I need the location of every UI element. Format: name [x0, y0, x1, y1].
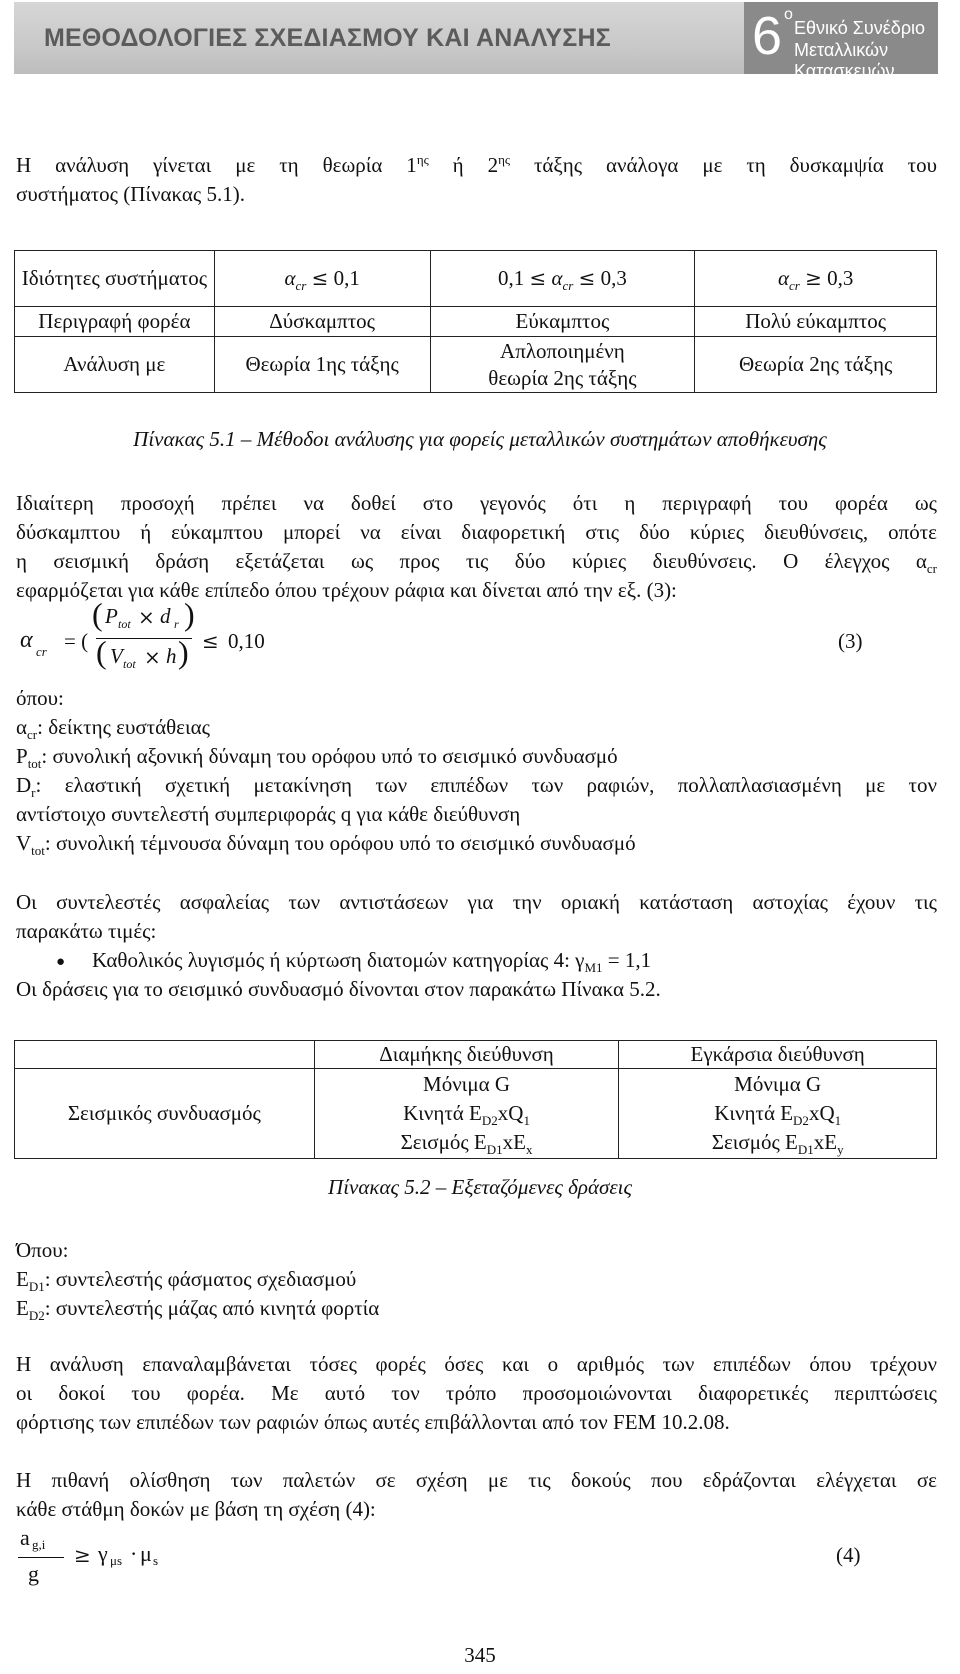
table1-row3-col1: Θεωρία 1ης τάξης	[214, 337, 430, 393]
intro-sup1: ης	[416, 152, 429, 167]
eq3-times: ×	[138, 605, 155, 629]
header-title: ΜΕΘΟΔΟΛΟΓΙΕΣ ΣΧΕΔΙΑΣΜΟΥ ΚΑΙ ΑΝΑΛΥΣΗΣ	[44, 24, 611, 52]
value: 0,3	[600, 266, 627, 290]
value: 0,1	[497, 266, 525, 290]
page-header	[14, 2, 938, 81]
table1-cond-stiff	[214, 251, 430, 307]
eq3-num-r: r	[174, 617, 179, 631]
table1-row-analysis	[15, 337, 937, 393]
t2c1l2s2: 1	[523, 1113, 530, 1129]
def1-sub: cr	[27, 727, 38, 743]
eq4-ge: ≥	[74, 1543, 91, 1567]
def4-sub: tot	[31, 843, 45, 859]
bullet-text-b: = 1,1	[602, 948, 652, 972]
logo-line1: Εθνικό Συνέδριο	[794, 18, 926, 38]
def3-sub: r	[31, 785, 36, 801]
t2c2l2s1: D2	[793, 1113, 809, 1129]
logo-superscript: ο	[784, 6, 793, 23]
eq4-mu-sub: s	[153, 1553, 159, 1568]
para5-line2: κάθε στάθμη δοκών με βάση τη σχέση (4):	[16, 1497, 376, 1521]
t2c2l2a: Κινητά E	[714, 1101, 794, 1125]
eq3-num-tot: tot	[118, 617, 131, 631]
eq3-alpha-sub: cr	[36, 644, 47, 659]
eq4-mu: μ	[140, 1541, 152, 1566]
def-e1-sym: E	[16, 1267, 29, 1291]
page-number: 345	[464, 1643, 496, 1667]
intro-text-c: τάξης ανάλογα με τη δυσκαμψία του	[510, 153, 937, 177]
def-p-tot	[16, 742, 937, 771]
table2-col2-line3	[623, 1128, 932, 1157]
alpha-sub: cr	[562, 278, 574, 294]
table1-row1-label: Ιδιότητες συστήματος	[15, 251, 215, 307]
eq4-number: (4)	[836, 1543, 861, 1567]
eq4-num-sub: g,i	[32, 1537, 46, 1552]
para2-line4: εφαρμόζεται για κάθε επίπεδο όπου τρέχουν ράφια και δίνεται από την εξ. (3):	[16, 578, 677, 602]
value: 0,1	[333, 266, 360, 290]
para4-line3: φόρτισης των επιπέδων των ραφιών όπως αυτές επιβάλλονται από τον FEM 10.2.08.	[16, 1410, 730, 1434]
t2c1l2s1: D2	[481, 1113, 498, 1129]
para2-line3-sub: cr	[926, 561, 937, 577]
def-e2-text: : συντελεστής μάζας από κινητά φορτία	[44, 1296, 380, 1320]
t2c1l2b: xQ	[497, 1101, 524, 1125]
eq4-num-a: a	[20, 1525, 30, 1550]
alpha-sub: cr	[295, 278, 307, 294]
le-symbol: ≤	[311, 266, 329, 290]
def3-sym: D	[16, 773, 32, 797]
eq3-den-V: V	[110, 644, 123, 668]
table2-body-row	[15, 1069, 937, 1159]
intro-text-a: Η ανάλυση γίνεται με τη θεωρία 1	[16, 153, 417, 177]
def1-sym: α	[16, 715, 28, 739]
table2-col2-line1: Μόνιμα G	[734, 1072, 822, 1096]
table1-row2-col2: Εύκαμπτος	[430, 307, 695, 337]
def-e1-text: : συντελεστής φάσματος σχεδιασμού	[44, 1267, 357, 1291]
eq3-num-open-paren: (	[92, 596, 103, 632]
def-d-r	[16, 771, 937, 800]
def2-sym: P	[16, 744, 28, 768]
eq3-equals: = (	[64, 629, 89, 653]
alpha-symbol: α	[777, 266, 789, 290]
logo-number: 6	[752, 6, 783, 66]
table2-head-longitudinal: Διαμήκης διεύθυνση	[314, 1041, 619, 1069]
t2c2l2s2: 1	[834, 1113, 842, 1129]
equation-3	[16, 596, 937, 680]
intro-line1	[16, 151, 937, 180]
eq3-le: ≤	[202, 629, 219, 653]
t2c1l3s1: D1	[486, 1142, 503, 1158]
defs2-opou: Όπου:	[16, 1238, 69, 1262]
alpha-sub: cr	[789, 278, 800, 294]
def-v-tot	[16, 829, 937, 858]
para3-line2: παρακάτω τιμές:	[16, 919, 157, 943]
eq3-num-P: P	[105, 604, 118, 628]
def-e2-sub: D2	[28, 1308, 45, 1324]
def-e-d2	[16, 1294, 937, 1323]
table2-head-transverse: Εγκάρσια διεύθυνση	[619, 1041, 937, 1069]
t2c1l3a: Σεισμός E	[400, 1130, 487, 1154]
t2c1l3s2: x	[525, 1142, 533, 1158]
table1-row3-col2: Απλοποιημένη θεωρία 2ης τάξης	[430, 337, 695, 393]
eq3-value: 0,10	[228, 629, 265, 653]
table1-row3-label: Ανάλυση με	[15, 337, 215, 393]
eq3-den-tot: tot	[123, 657, 136, 671]
para2-line2: δύσκαμπτου ή εύκαμπτου μπορεί να είναι διαφορετική στις δύο κύριες διευθύνσεις, οπότε	[16, 520, 937, 544]
eq3-num-close-paren: )	[184, 596, 195, 632]
table1-cond-very-flexible	[695, 251, 937, 307]
table1-caption: Πίνακας 5.1 – Μέθοδοι ανάλυσης για φορείς μεταλλικών συστημάτων αποθήκευσης	[133, 427, 827, 451]
t2c2l3b: xE	[813, 1130, 838, 1154]
eq3-times-2: ×	[144, 645, 161, 669]
logo-line2: Μεταλλικών Κατασκευών	[794, 40, 895, 81]
eq3-den-close-paren: )	[178, 634, 189, 670]
bullet-dot: ●	[56, 954, 66, 970]
eq3-den-open-paren: (	[96, 634, 107, 670]
intro-line2: συστήματος (Πίνακας 5.1).	[16, 182, 245, 206]
bullet-text-a: Καθολικός λυγισμός ή κύρτωση διατομών κατηγορίας 4: γ	[92, 948, 585, 972]
ge-symbol: ≥	[805, 266, 822, 290]
table1-row2-col3: Πολύ εύκαμπτος	[695, 307, 937, 337]
def4-sym: V	[16, 831, 32, 855]
eq4-dot: ·	[130, 1541, 138, 1566]
eq4-fraction-bar	[18, 1557, 64, 1558]
table-5-2	[14, 1040, 937, 1159]
def-d-r-line2: αντίστοιχο συντελεστή συμπεριφοράς q για κάθε διεύθυνση	[16, 802, 521, 826]
table1-row-properties	[15, 251, 937, 307]
le-symbol: ≤	[578, 266, 596, 290]
intro-sup2: ης	[498, 152, 511, 167]
eq4-den-g: g	[28, 1561, 39, 1586]
intro-text-b: ή 2	[428, 153, 499, 177]
table2-caption: Πίνακας 5.2 – Εξεταζόμενες δράσεις	[328, 1175, 632, 1199]
defs1-opou: όπου:	[16, 686, 64, 710]
bullet-text	[92, 946, 651, 975]
t2c2l2b: xQ	[808, 1101, 835, 1125]
def-e2-sym: E	[16, 1296, 29, 1320]
def-alpha-cr	[16, 713, 937, 742]
eq3-alpha: α	[20, 627, 33, 653]
le-symbol: ≤	[529, 266, 547, 290]
table2-col2	[619, 1069, 937, 1159]
para3-line1: Οι συντελεστές ασφαλείας των αντιστάσεων για την οριακή κατάσταση αστοχίας έχουν τις	[16, 890, 937, 914]
para4-line1: Η ανάλυση επαναλαμβάνεται τόσες φορές όσες και ο αριθμός των επιπέδων όπου τρέχουν	[16, 1352, 937, 1376]
bullet-sub: M1	[584, 960, 603, 976]
table1-row3-col3: Θεωρία 2ης τάξης	[695, 337, 937, 393]
t2c2l3s2: y	[837, 1142, 844, 1158]
eq3-num-d: d	[160, 604, 171, 628]
table2-row-label: Σεισμικός συνδυασμός	[15, 1069, 315, 1159]
table1-row-description	[15, 307, 937, 337]
table2-col1-line3	[319, 1128, 615, 1157]
para5-line1: Η πιθανή ολίσθηση των παλετών σε σχέση με τις δοκούς που εδράζονται ελέγχεται σε	[16, 1468, 937, 1492]
alpha-symbol: α	[551, 266, 563, 290]
eq4-gamma-sub: μs	[110, 1553, 123, 1568]
table2-col1	[314, 1069, 619, 1159]
table1-cond-flexible	[430, 251, 695, 307]
table2-head-empty	[15, 1041, 315, 1069]
t2c2l3a: Σεισμός E	[711, 1130, 798, 1154]
t2c1l3b: xE	[502, 1130, 526, 1154]
def-e-d1	[16, 1265, 937, 1294]
def4-text: : συνολική τέμνουσα δύναμη του ορόφου υπό το σεισμικό συνδυασμό	[44, 831, 636, 855]
para2-line3-text: η σεισμική δράση εξετάζεται ως προς τις δύο κύριες διευθύνσεις. Ο έλεγχος α	[16, 549, 927, 573]
table1-row2-col1: Δύσκαμπτος	[214, 307, 430, 337]
def2-sub: tot	[27, 756, 42, 772]
def-e1-sub: D1	[28, 1279, 45, 1295]
para2-line1: Ιδιαίτερη προσοχή πρέπει να δοθεί στο γεγονός ότι η περιγραφή του φορέα ως	[16, 491, 937, 515]
table2-col1-line2	[319, 1099, 615, 1128]
def2-text: : συνολική αξονική δύναμη του ορόφου υπό το σεισμικό συνδυασμό	[41, 744, 618, 768]
eq4-gamma: γ	[98, 1541, 108, 1566]
t2c1l2a: Κινητά E	[403, 1101, 482, 1125]
table-5-1	[14, 250, 937, 393]
equation-4	[16, 1525, 937, 1595]
eq3-number: (3)	[838, 629, 863, 653]
table2-col2-line2	[623, 1099, 932, 1128]
conference-logo	[744, 2, 938, 81]
alpha-symbol: α	[284, 266, 296, 290]
t2c2l3s1: D1	[797, 1142, 814, 1158]
table1-row2-label: Περιγραφή φορέα	[15, 307, 215, 337]
value: 0,3	[827, 266, 854, 290]
def3-text: : ελαστική σχετική μετακίνηση των επιπέδων των ραφιών, πολλαπλασιασμένη με τον	[35, 773, 937, 797]
table2-head-row	[15, 1041, 937, 1069]
table2-col1-line1: Μόνιμα G	[423, 1072, 511, 1096]
eq3-den-h: h	[166, 644, 177, 668]
para3-line4: Οι δράσεις για το σεισμικό συνδυασμό δίνονται στον παρακάτω Πίνακα 5.2.	[16, 977, 661, 1001]
para2-line3	[16, 547, 937, 576]
para4-line2: οι δοκοί του φορέα. Με αυτό τον τρόπο προσομοιώνονται διαφορετικές περιπτώσεις	[16, 1381, 937, 1405]
def1-text: : δείκτης ευστάθειας	[37, 715, 210, 739]
